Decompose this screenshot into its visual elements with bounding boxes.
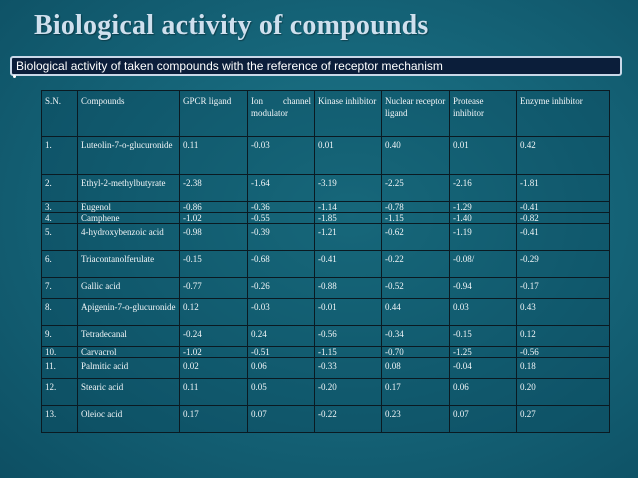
- cell-sn: 6.: [42, 251, 78, 278]
- cell-gpcr-ligand: -2.38: [180, 175, 248, 202]
- cell-protease-inhibitor: -2.16: [450, 175, 517, 202]
- cell-protease-inhibitor: -1.19: [450, 224, 517, 251]
- cell-gpcr-ligand: 0.02: [180, 358, 248, 379]
- cell-enzyme-inhibitor: 0.18: [517, 358, 610, 379]
- cell-ion-channel-modulator: -0.39: [248, 224, 315, 251]
- cell-kinase-inhibitor: -0.56: [315, 326, 382, 347]
- cell-enzyme-inhibitor: 0.27: [517, 406, 610, 433]
- cell-kinase-inhibitor: -0.01: [315, 299, 382, 326]
- cell-enzyme-inhibitor: -0.41: [517, 202, 610, 213]
- table-row: [42, 347, 610, 358]
- cell-nuclear-receptor-ligand: -0.52: [382, 278, 450, 299]
- cell-nuclear-receptor-ligand: 0.40: [382, 137, 450, 175]
- cell-enzyme-inhibitor: 0.12: [517, 326, 610, 347]
- cell-gpcr-ligand: -0.15: [180, 251, 248, 278]
- cell-sn: 10.: [42, 347, 78, 358]
- cell-enzyme-inhibitor: 0.42: [517, 137, 610, 175]
- header-ion-channel-modulator: Ion channel modulator: [248, 91, 315, 137]
- cell-gpcr-ligand: -0.86: [180, 202, 248, 213]
- cell-gpcr-ligand: -1.02: [180, 347, 248, 358]
- cell-enzyme-inhibitor: 0.20: [517, 379, 610, 406]
- cell-sn: 1.: [42, 137, 78, 175]
- cell-nuclear-receptor-ligand: 0.44: [382, 299, 450, 326]
- cell-sn: 4.: [42, 213, 78, 224]
- cell-kinase-inhibitor: -0.41: [315, 251, 382, 278]
- cell-sn: 13.: [42, 406, 78, 433]
- bullet-dot: [13, 75, 16, 78]
- cell-compound: Oleioc acid: [78, 406, 180, 433]
- cell-compound: Palmitic acid: [78, 358, 180, 379]
- cell-compound: Apigenin-7-o-glucuronide: [78, 299, 180, 326]
- table-row: [42, 358, 610, 379]
- cell-enzyme-inhibitor: -0.41: [517, 224, 610, 251]
- cell-ion-channel-modulator: -0.26: [248, 278, 315, 299]
- cell-ion-channel-modulator: -0.68: [248, 251, 315, 278]
- table-row: [42, 175, 610, 202]
- cell-sn: 11.: [42, 358, 78, 379]
- cell-compound: 4-hydroxybenzoic acid: [78, 224, 180, 251]
- cell-compound: Triacontanolferulate: [78, 251, 180, 278]
- cell-enzyme-inhibitor: -0.56: [517, 347, 610, 358]
- cell-kinase-inhibitor: -0.22: [315, 406, 382, 433]
- cell-protease-inhibitor: -0.08/: [450, 251, 517, 278]
- cell-gpcr-ligand: 0.17: [180, 406, 248, 433]
- header-compounds: Compounds: [78, 91, 180, 137]
- cell-enzyme-inhibitor: 0.43: [517, 299, 610, 326]
- table-row: [42, 224, 610, 251]
- header-nuclear-receptor-ligand: Nuclear receptor ligand: [382, 91, 450, 137]
- cell-nuclear-receptor-ligand: -0.78: [382, 202, 450, 213]
- activity-table: [41, 90, 610, 433]
- table-row: [42, 202, 610, 213]
- header-sn: S.N.: [42, 91, 78, 137]
- cell-nuclear-receptor-ligand: -1.15: [382, 213, 450, 224]
- cell-ion-channel-modulator: 0.24: [248, 326, 315, 347]
- cell-protease-inhibitor: -1.29: [450, 202, 517, 213]
- table-row: [42, 251, 610, 278]
- activity-table-container: [41, 90, 609, 433]
- cell-protease-inhibitor: -0.04: [450, 358, 517, 379]
- cell-gpcr-ligand: 0.11: [180, 137, 248, 175]
- cell-kinase-inhibitor: -0.20: [315, 379, 382, 406]
- cell-compound: Carvacrol: [78, 347, 180, 358]
- cell-ion-channel-modulator: 0.05: [248, 379, 315, 406]
- cell-sn: 3.: [42, 202, 78, 213]
- cell-kinase-inhibitor: -1.21: [315, 224, 382, 251]
- cell-kinase-inhibitor: -1.15: [315, 347, 382, 358]
- cell-protease-inhibitor: -1.40: [450, 213, 517, 224]
- table-row: [42, 278, 610, 299]
- table-header-row: [42, 91, 610, 137]
- cell-enzyme-inhibitor: -0.82: [517, 213, 610, 224]
- cell-ion-channel-modulator: 0.07: [248, 406, 315, 433]
- header-enzyme-inhibitor: Enzyme inhibitor: [517, 91, 610, 137]
- cell-gpcr-ligand: 0.12: [180, 299, 248, 326]
- cell-sn: 9.: [42, 326, 78, 347]
- header-gpcr-ligand: GPCR ligand: [180, 91, 248, 137]
- cell-enzyme-inhibitor: -0.29: [517, 251, 610, 278]
- cell-nuclear-receptor-ligand: -0.34: [382, 326, 450, 347]
- cell-protease-inhibitor: 0.06: [450, 379, 517, 406]
- table-row: [42, 137, 610, 175]
- cell-nuclear-receptor-ligand: -0.70: [382, 347, 450, 358]
- cell-protease-inhibitor: -0.94: [450, 278, 517, 299]
- cell-kinase-inhibitor: -1.14: [315, 202, 382, 213]
- cell-compound: Tetradecanal: [78, 326, 180, 347]
- table-row: [42, 299, 610, 326]
- cell-ion-channel-modulator: -0.55: [248, 213, 315, 224]
- cell-sn: 5.: [42, 224, 78, 251]
- cell-protease-inhibitor: 0.03: [450, 299, 517, 326]
- table-row: [42, 326, 610, 347]
- cell-sn: 12.: [42, 379, 78, 406]
- table-row: [42, 379, 610, 406]
- cell-kinase-inhibitor: -0.88: [315, 278, 382, 299]
- cell-gpcr-ligand: -1.02: [180, 213, 248, 224]
- subtitle-banner: Biological activity of taken compounds with the reference of receptor mechanism: [10, 56, 622, 76]
- cell-enzyme-inhibitor: -1.81: [517, 175, 610, 202]
- cell-nuclear-receptor-ligand: 0.08: [382, 358, 450, 379]
- cell-kinase-inhibitor: -3.19: [315, 175, 382, 202]
- cell-ion-channel-modulator: -0.03: [248, 137, 315, 175]
- cell-protease-inhibitor: 0.01: [450, 137, 517, 175]
- cell-ion-channel-modulator: -0.51: [248, 347, 315, 358]
- header-protease-inhibitor: Protease inhibitor: [450, 91, 517, 137]
- cell-compound: Camphene: [78, 213, 180, 224]
- cell-protease-inhibitor: 0.07: [450, 406, 517, 433]
- table-row: [42, 213, 610, 224]
- cell-protease-inhibitor: -1.25: [450, 347, 517, 358]
- cell-protease-inhibitor: -0.15: [450, 326, 517, 347]
- cell-ion-channel-modulator: 0.06: [248, 358, 315, 379]
- cell-enzyme-inhibitor: -0.17: [517, 278, 610, 299]
- cell-compound: Gallic acid: [78, 278, 180, 299]
- cell-gpcr-ligand: 0.11: [180, 379, 248, 406]
- cell-kinase-inhibitor: 0.01: [315, 137, 382, 175]
- table-row: [42, 406, 610, 433]
- cell-kinase-inhibitor: -1.85: [315, 213, 382, 224]
- cell-nuclear-receptor-ligand: -0.62: [382, 224, 450, 251]
- cell-compound: Luteolin-7-o-glucuronide: [78, 137, 180, 175]
- header-kinase-inhibitor: Kinase inhibitor: [315, 91, 382, 137]
- cell-gpcr-ligand: -0.77: [180, 278, 248, 299]
- cell-ion-channel-modulator: -1.64: [248, 175, 315, 202]
- cell-ion-channel-modulator: -0.03: [248, 299, 315, 326]
- cell-nuclear-receptor-ligand: 0.23: [382, 406, 450, 433]
- cell-compound: Stearic acid: [78, 379, 180, 406]
- cell-sn: 8.: [42, 299, 78, 326]
- cell-compound: Ethyl-2-methylbutyrate: [78, 175, 180, 202]
- cell-nuclear-receptor-ligand: 0.17: [382, 379, 450, 406]
- cell-gpcr-ligand: -0.98: [180, 224, 248, 251]
- cell-gpcr-ligand: -0.24: [180, 326, 248, 347]
- cell-ion-channel-modulator: -0.36: [248, 202, 315, 213]
- cell-compound: Eugenol: [78, 202, 180, 213]
- cell-kinase-inhibitor: -0.33: [315, 358, 382, 379]
- cell-nuclear-receptor-ligand: -0.22: [382, 251, 450, 278]
- cell-nuclear-receptor-ligand: -2.25: [382, 175, 450, 202]
- cell-sn: 2.: [42, 175, 78, 202]
- cell-sn: 7.: [42, 278, 78, 299]
- page-title: Biological activity of compounds: [34, 10, 429, 41]
